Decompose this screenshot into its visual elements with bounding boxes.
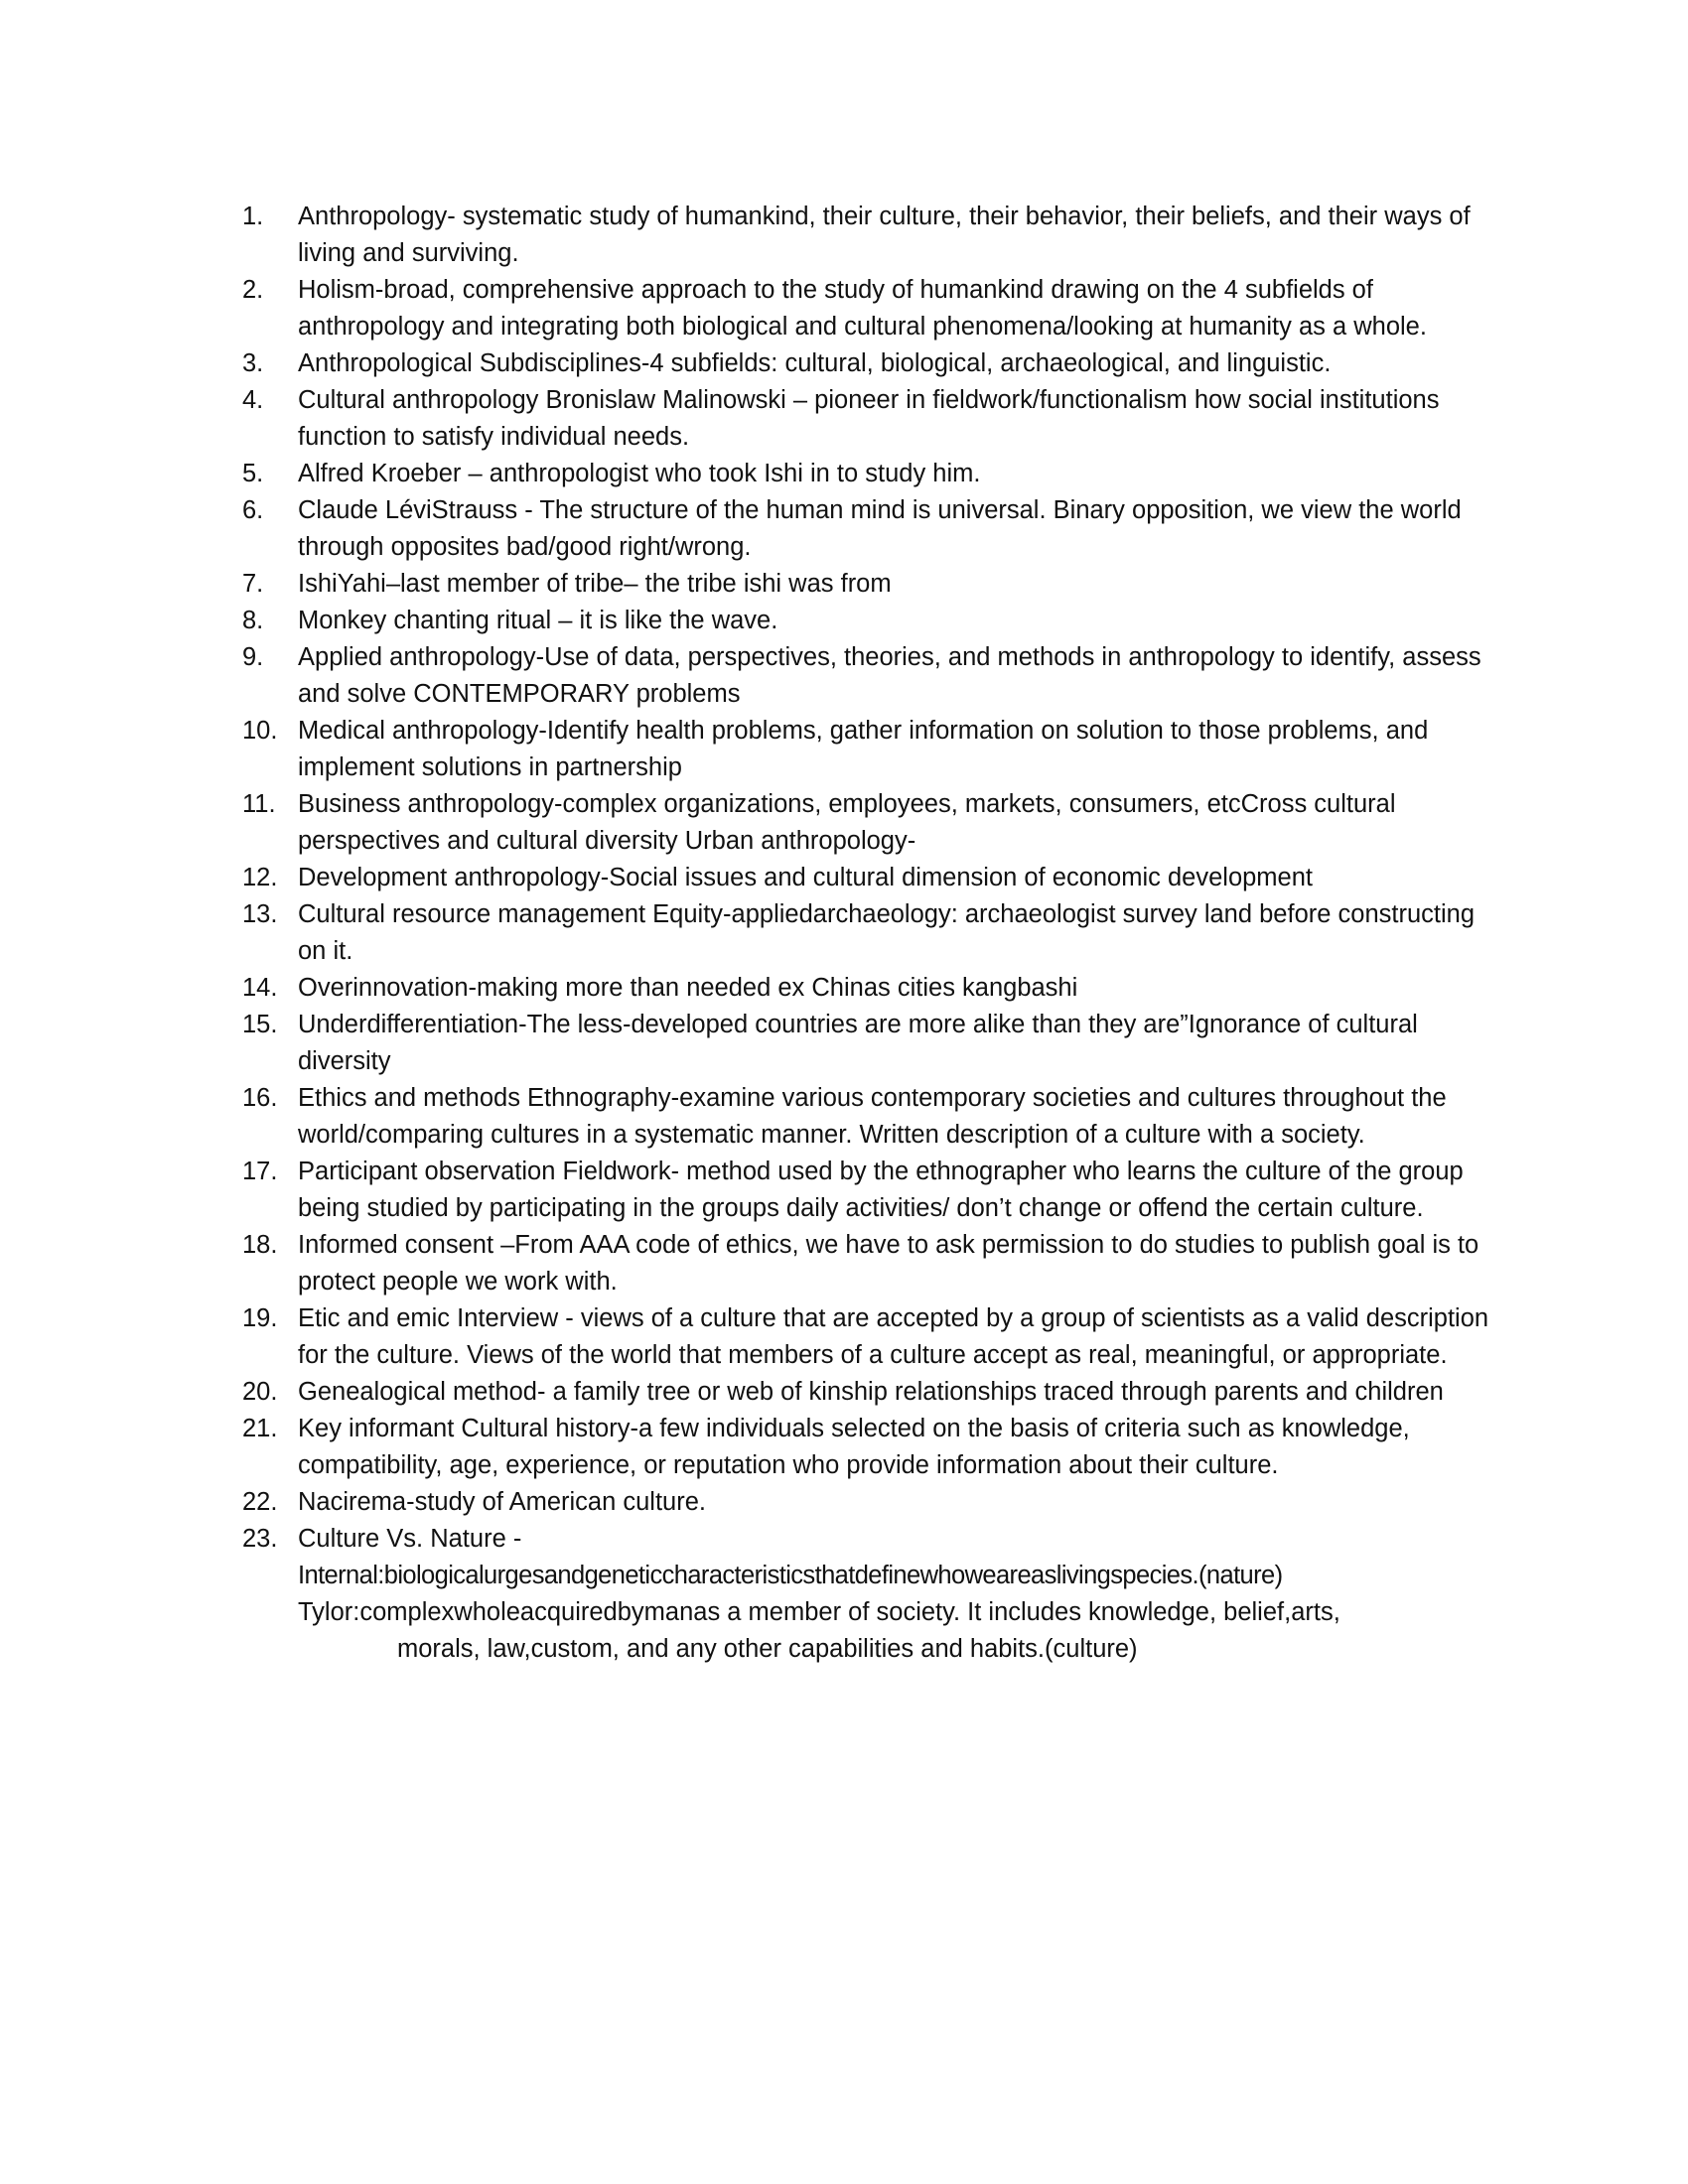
item-text: Nacirema-study of American culture. [298, 1488, 706, 1516]
item-text: Holism-broad, comprehensive approach to the study of humankind drawing on the 4 subfields of anthropology and integrating both biological and cultural phenomena/looking at humanity as a whole. [298, 276, 1427, 341]
item-text: Key informant Cultural history-a few individuals selected on the basis of criteria such as knowledge, compatibility, age, experience, or reputation who provide information about their culture. [298, 1415, 1410, 1479]
item-text: Cultural anthropology Bronislaw Malinowski – pioneer in fieldwork/functionalism how social institutions function to satisfy individual needs. [298, 386, 1440, 451]
list-item [242, 1154, 1499, 1227]
list-item [242, 970, 1499, 1007]
item-text: Claude LéviStrauss - The structure of the human mind is universal. Binary opposition, we view the world through opposites bad/good right/wrong. [298, 496, 1462, 561]
item-number: 8. [242, 607, 264, 634]
item-number: 18. [242, 1231, 278, 1259]
list-item [242, 382, 1499, 456]
item-text [298, 1521, 1499, 1668]
item-text: Anthropology- systematic study of humankind, their culture, their behavior, their beliefs, and their ways of living and surviving. [298, 203, 1471, 267]
item-text: Participant observation Fieldwork- method used by the ethnographer who learns the culture of the group being studied by participating in the groups daily activities/ don’t change or offend the certain culture. [298, 1158, 1464, 1222]
item-number: 20. [242, 1378, 278, 1406]
item-text: Business anthropology-complex organizations, employees, markets, consumers, etcCross cultural perspectives and cultural diversity Urban anthropology- [298, 790, 1396, 855]
item-text: Genealogical method- a family tree or web of kinship relationships traced through parents and children [298, 1378, 1444, 1406]
item-text: Anthropological Subdisciplines-4 subfields: cultural, biological, archaeological, and linguistic. [298, 349, 1332, 377]
list-item [242, 272, 1499, 345]
list-item [242, 1411, 1499, 1484]
item-number: 1. [242, 203, 264, 230]
list-item [242, 1007, 1499, 1080]
item-number: 19. [242, 1304, 278, 1332]
item-text: Informed consent –From AAA code of ethics, we have to ask permission to do studies to publish goal is to protect people we work with. [298, 1231, 1479, 1296]
list-item [242, 456, 1499, 492]
list-item [242, 713, 1499, 786]
item-number: 16. [242, 1084, 278, 1112]
list-item [242, 199, 1499, 272]
item-number: 2. [242, 276, 264, 304]
item-text: Applied anthropology-Use of data, perspectives, theories, and methods in anthropology to identify, assess and solve CONTEMPORARY problems [298, 643, 1481, 708]
item-number: 10. [242, 717, 278, 745]
item-number: 5. [242, 460, 264, 487]
item-text: IshiYahi–last member of tribe– the tribe ishi was from [298, 570, 892, 598]
item-number: 15. [242, 1011, 278, 1038]
list-item [242, 639, 1499, 713]
item-text-line: Tylor:complexwholeacquiredbymanas a member of society. It includes knowledge, belief,arts, [298, 1598, 1340, 1626]
item-number: 4. [242, 386, 264, 414]
list-item-culture-vs-nature [242, 1521, 1499, 1668]
item-number: 11. [242, 790, 276, 818]
item-text: Medical anthropology-Identify health problems, gather information on solution to those problems, and implement solutions in partnership [298, 717, 1429, 781]
definitions-list [242, 199, 1499, 1668]
item-text: Monkey chanting ritual – it is like the wave. [298, 607, 778, 634]
item-text: Underdifferentiation-The less-developed countries are more alike than they are”Ignorance of cultural diversity [298, 1011, 1418, 1075]
item-number: 13. [242, 900, 278, 928]
list-item [242, 1374, 1499, 1411]
item-text: Ethics and methods Ethnography-examine various contemporary societies and cultures throughout the world/comparing cultures in a systematic manner. Written description of a culture with a society. [298, 1084, 1447, 1149]
item-text: Etic and emic Interview - views of a culture that are accepted by a group of scientists as a valid description for the culture. Views of the world that members of a culture accept as real, meaningful, or appropriate. [298, 1304, 1489, 1369]
list-item [242, 492, 1499, 566]
item-number: 22. [242, 1488, 278, 1516]
list-item [242, 566, 1499, 603]
list-item [242, 860, 1499, 896]
item-text: Alfred Kroeber – anthropologist who took Ishi in to study him. [298, 460, 981, 487]
item-text: Overinnovation-making more than needed ex Chinas cities kangbashi [298, 974, 1078, 1002]
list-item [242, 603, 1499, 639]
item-number: 23. [242, 1525, 278, 1553]
item-number: 21. [242, 1415, 278, 1442]
list-item [242, 345, 1499, 382]
list-item [242, 1080, 1499, 1154]
list-item [242, 1227, 1499, 1300]
item-number: 12. [242, 864, 278, 891]
item-text: Cultural resource management Equity-appliedarchaeology: archaeologist survey land before constructing on it. [298, 900, 1476, 965]
item-number: 17. [242, 1158, 278, 1185]
item-text-line: Internal:biologicalurgesandgeneticcharacteristicsthatdefinewhoweareaslivingspecies.(nature) [298, 1562, 1283, 1589]
list-item [242, 1300, 1499, 1374]
item-text: Development anthropology-Social issues and cultural dimension of economic development [298, 864, 1313, 891]
item-number: 14. [242, 974, 278, 1002]
item-number: 7. [242, 570, 264, 598]
item-text-line: morals, law,custom, and any other capabilities and habits.(culture) [397, 1635, 1138, 1663]
list-item [242, 786, 1499, 860]
list-item [242, 896, 1499, 970]
item-number: 6. [242, 496, 264, 524]
item-number: 9. [242, 643, 264, 671]
item-text-line: Culture Vs. Nature - [298, 1525, 522, 1553]
list-item [242, 1484, 1499, 1521]
item-number: 3. [242, 349, 264, 377]
